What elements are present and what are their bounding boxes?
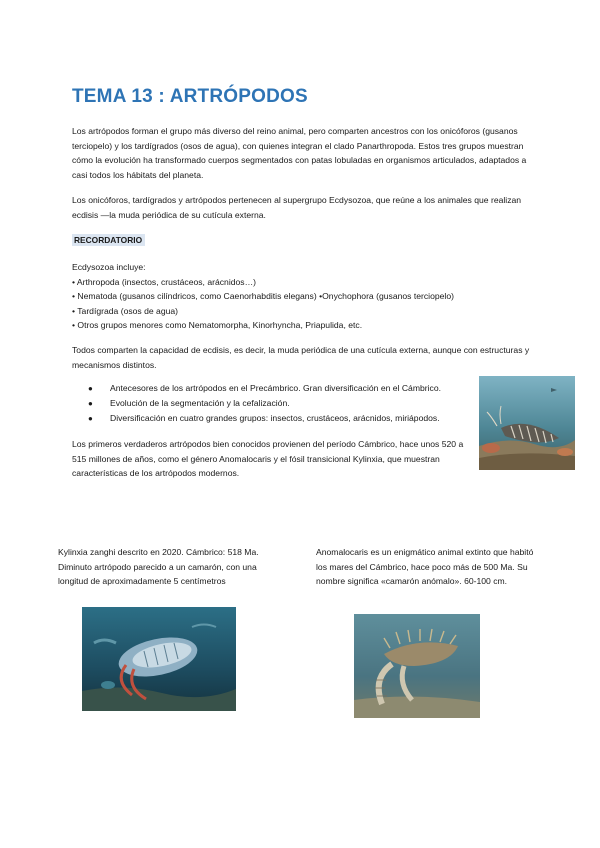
arthropod-seabed-image — [479, 376, 575, 470]
intro-paragraph: Los artrópodos forman el grupo más diverso del reino animal, pero comparten ancestros con los onicóforos (gusanos terciopelo) y los tardígrados (osos de agua), con quienes integran el clado Panarthropoda. Estos tres grupos muestran cómo la evolución ha transformado cuerpos segmentados con patas lobuladas en organismos articulados, adaptados a casi todos los hábitats del planeta. — [72, 126, 527, 180]
list-item: • Nematoda (gusanos cilíndricos, como Caenorhabditis elegans) •Onychophora (gusanos terciopelo) — [72, 291, 454, 302]
anomalocaris-caption: Anomalocaris es un enigmático animal extinto que habitó los mares del Cámbrico, hace poco más de 500 Ma. Su nombre significa «camarón anómalo». 60-100 cm. — [316, 547, 534, 587]
ecdysozoa-paragraph: Los onicóforos, tardígrados y artrópodos pertenecen al supergrupo Ecdysozoa, que reúne a los animales que realizan ecdisis —la muda periódica de su cutícula externa. — [72, 195, 522, 220]
list-item-text: Evolución de la segmentación y la cefalización. — [110, 398, 290, 408]
ecdysozoa-list — [72, 260, 542, 333]
cambrian-paragraph: Los primeros verdaderos artrópodos bien conocidos provienen del período Cámbrico, hace unos 520 a 515 millones de años, como el género Anomalocaris y el fósil transicional Kylinxia, que muestran características de los artrópodos modernos. — [72, 439, 464, 479]
bullet-icon: ● — [88, 399, 93, 408]
list-item: • Otros grupos menores como Nematomorpha, Kinorhyncha, Priapulida, etc. — [72, 320, 363, 331]
bullet-icon: ● — [88, 384, 93, 393]
kylinxia-caption: Kylinxia zanghi descrito en 2020. Cámbrico: 518 Ma. Diminuto artrópodo parecido a un camarón, con una longitud de aproximadamente 5 centímetros — [58, 547, 259, 587]
list-item-text: Antecesores de los artrópodos en el Precámbrico. Gran diversificación en el Cámbrico. — [110, 383, 442, 393]
list-item: • Tardígrada (osos de agua) — [72, 305, 179, 316]
list-item — [80, 411, 480, 426]
list-item — [80, 396, 480, 411]
bullet-icon: ● — [88, 414, 93, 423]
list-item-text: Diversificación en cuatro grandes grupos: insectos, crustáceos, arácnidos, miriápodos. — [110, 413, 440, 423]
ecdysozoa-list-heading: Ecdysozoa incluye: — [72, 262, 146, 272]
page-title: TEMA 13 : ARTRÓPODOS — [72, 86, 308, 107]
anomalocaris-image — [354, 614, 480, 718]
list-item — [80, 381, 480, 396]
reminder-label: RECORDATORIO — [72, 234, 145, 246]
list-item: • Arthropoda (insectos, crustáceos, arácnidos…) — [72, 276, 257, 287]
kylinxia-image — [82, 607, 236, 711]
molt-paragraph: Todos comparten la capacidad de ecdisis, es decir, la muda periódica de una cutícula externa, aunque con estructuras y mecanismos distintos. — [72, 345, 530, 370]
key-points-list — [80, 381, 480, 426]
